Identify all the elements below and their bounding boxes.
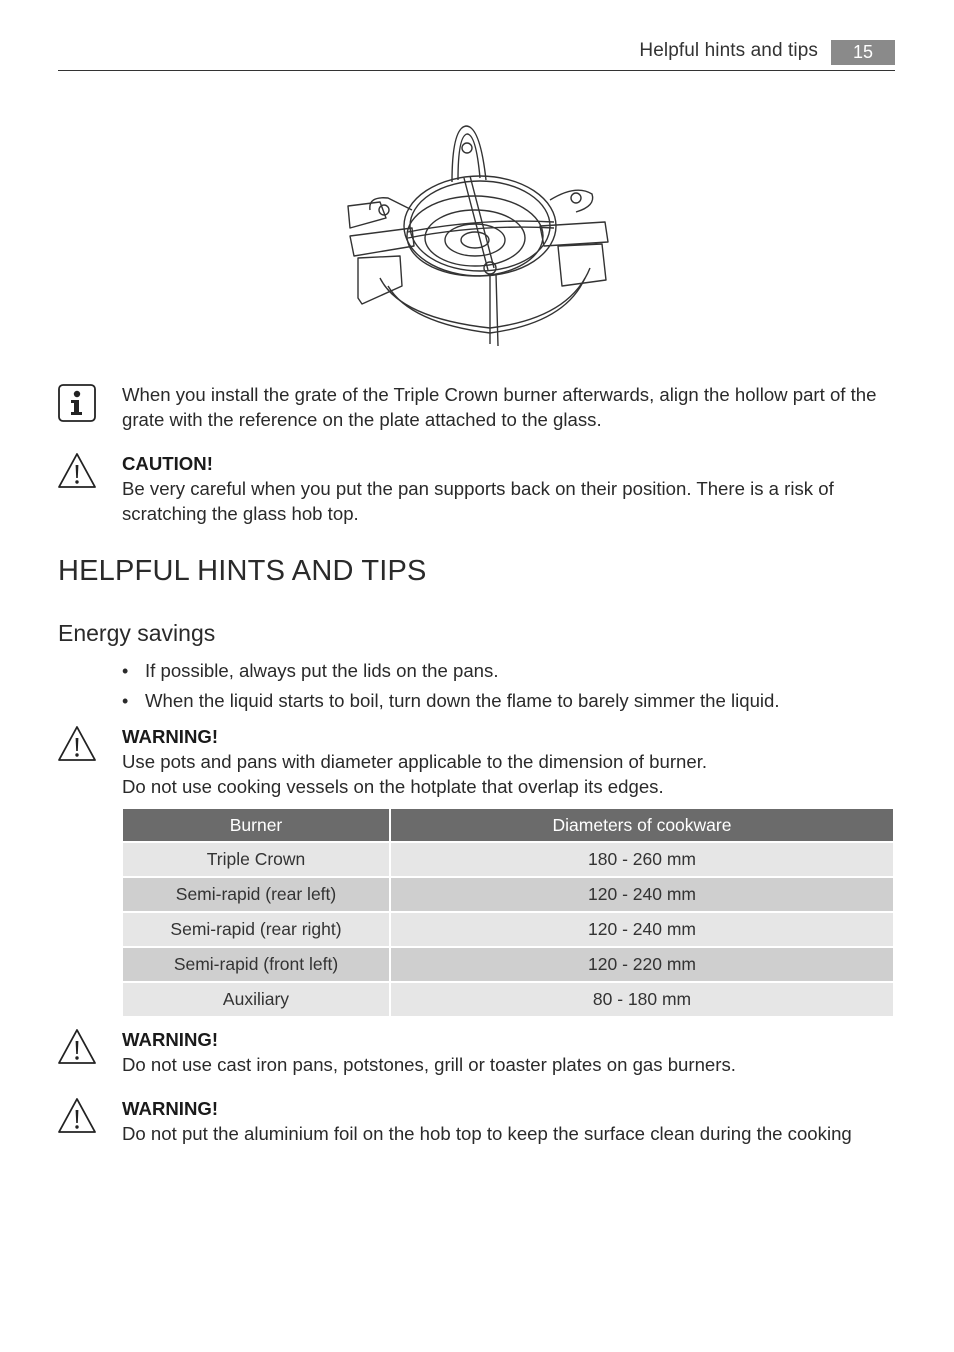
bullet-icon: • <box>122 691 129 711</box>
list-item <box>122 686 902 716</box>
table-row <box>123 878 893 911</box>
running-header-title: Helpful hints and tips <box>639 40 818 61</box>
table-row <box>123 843 893 876</box>
cookware-diameter-table <box>121 807 895 1018</box>
header-rule <box>58 70 895 71</box>
table-row <box>123 913 893 946</box>
section-heading: HELPFUL HINTS AND TIPS <box>58 555 427 587</box>
warning-triangle-icon <box>58 452 96 490</box>
diameter-cell: 120 - 240 mm <box>391 913 893 946</box>
triple-crown-grate-illustration <box>340 118 615 353</box>
warning-line-1: Use pots and pans with diameter applicable to the dimension of burner. <box>122 751 708 772</box>
warning-note-1 <box>122 724 902 799</box>
diameter-cell: 180 - 260 mm <box>391 843 893 876</box>
caution-text: Be very careful when you put the pan supports back on their position. There is a risk of scratching the glass hob top. <box>122 478 834 524</box>
burner-cell: Semi-rapid (front left) <box>123 948 389 981</box>
caution-note <box>122 451 902 526</box>
column-header-diameters: Diameters of cookware <box>391 809 893 841</box>
diameter-cell: 80 - 180 mm <box>391 983 893 1016</box>
burner-cell: Triple Crown <box>123 843 389 876</box>
page-number: 15 <box>831 40 895 65</box>
warning-triangle-icon <box>58 1097 96 1135</box>
info-note-text: When you install the grate of the Triple Crown burner afterwards, align the hollow part of the grate with the reference on the plate attached to the glass. <box>122 384 877 430</box>
warning-title: WARNING! <box>122 1098 219 1119</box>
subsection-heading: Energy savings <box>58 620 216 646</box>
warning-line-2: Do not use cooking vessels on the hotplate that overlap its edges. <box>122 776 664 797</box>
warning-triangle-icon <box>58 1028 96 1066</box>
burner-cell: Semi-rapid (rear left) <box>123 878 389 911</box>
burner-cell: Auxiliary <box>123 983 389 1016</box>
warning-text: Do not put the aluminium foil on the hob top to keep the surface clean during the cooking <box>122 1123 852 1144</box>
list-item-text: If possible, always put the lids on the pans. <box>145 660 499 681</box>
bullet-icon: • <box>122 661 129 681</box>
table-row <box>123 983 893 1016</box>
diameter-cell: 120 - 220 mm <box>391 948 893 981</box>
warning-title: WARNING! <box>122 1029 219 1050</box>
warning-title: WARNING! <box>122 726 219 747</box>
warning-note-2 <box>122 1027 912 1077</box>
table-header-row <box>123 809 893 841</box>
burner-cell: Semi-rapid (rear right) <box>123 913 389 946</box>
list-item-text: When the liquid starts to boil, turn down the flame to barely simmer the liquid. <box>145 690 780 711</box>
energy-savings-list <box>122 656 902 716</box>
diameter-cell: 120 - 240 mm <box>391 878 893 911</box>
table-row <box>123 948 893 981</box>
warning-note-3 <box>122 1096 922 1146</box>
info-icon <box>58 384 96 422</box>
column-header-burner: Burner <box>123 809 389 841</box>
list-item <box>122 656 902 686</box>
warning-triangle-icon <box>58 725 96 763</box>
caution-title: CAUTION! <box>122 453 213 474</box>
warning-text: Do not use cast iron pans, potstones, grill or toaster plates on gas burners. <box>122 1054 736 1075</box>
